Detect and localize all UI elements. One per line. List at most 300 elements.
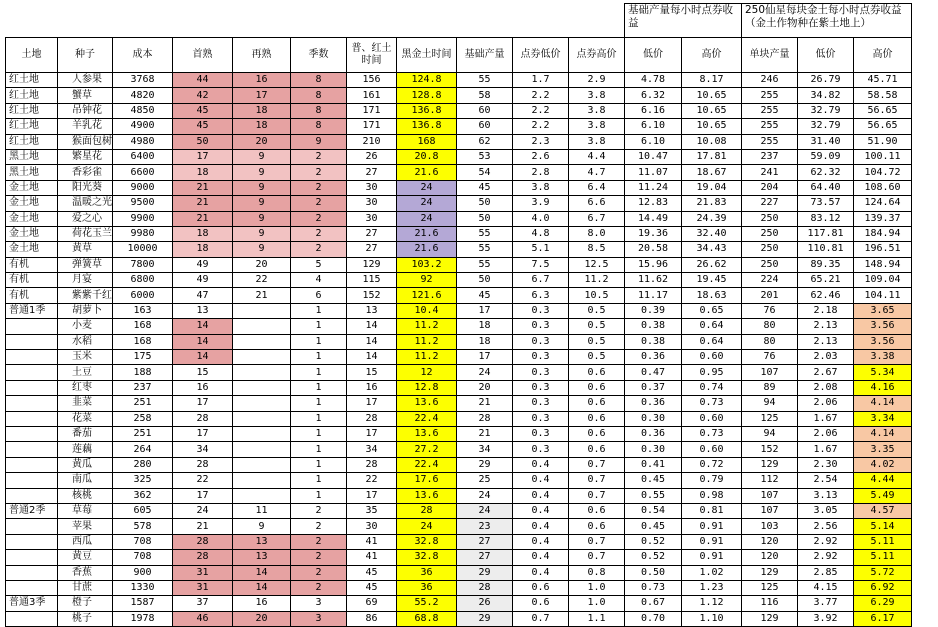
- regrow-cell[interactable]: 14: [233, 565, 291, 580]
- first-harvest-cell[interactable]: 24: [173, 503, 233, 518]
- regrow-cell[interactable]: [233, 380, 291, 395]
- first-harvest-cell[interactable]: 45: [173, 103, 233, 118]
- cost-cell[interactable]: 6000: [113, 288, 173, 303]
- hourly-high-cell[interactable]: 0.91: [682, 550, 742, 565]
- base-yield-cell[interactable]: 21: [457, 396, 513, 411]
- black-gold-time-cell[interactable]: 24: [397, 180, 457, 195]
- hourly-low-cell[interactable]: 19.36: [625, 226, 682, 241]
- gold-low-cell[interactable]: 2.54: [798, 473, 854, 488]
- coupon-low-cell[interactable]: 0.4: [513, 534, 569, 549]
- coupon-high-cell[interactable]: 0.5: [569, 319, 625, 334]
- black-gold-time-cell[interactable]: 32.8: [397, 534, 457, 549]
- land-cell[interactable]: 金土地: [6, 226, 58, 241]
- seasons-cell[interactable]: 8: [291, 119, 347, 134]
- regrow-cell[interactable]: [233, 442, 291, 457]
- header-cost[interactable]: 成本: [113, 38, 173, 73]
- seasons-cell[interactable]: 2: [291, 550, 347, 565]
- base-yield-cell[interactable]: 29: [457, 565, 513, 580]
- gold-high-cell[interactable]: 5.34: [854, 365, 912, 380]
- base-yield-cell[interactable]: 54: [457, 165, 513, 180]
- land-cell[interactable]: [6, 442, 58, 457]
- normal-red-time-cell[interactable]: 34: [347, 442, 397, 457]
- seed-cell[interactable]: 猴面包树: [58, 134, 113, 149]
- land-cell[interactable]: [6, 334, 58, 349]
- header-black-gold-time[interactable]: 黑金土时间: [397, 38, 457, 73]
- base-yield-cell[interactable]: 24: [457, 503, 513, 518]
- base-yield-cell[interactable]: 17: [457, 350, 513, 365]
- base-yield-cell[interactable]: 34: [457, 442, 513, 457]
- black-gold-time-cell[interactable]: 55.2: [397, 596, 457, 611]
- land-cell[interactable]: 红土地: [6, 88, 58, 103]
- header-gold-high[interactable]: 高价: [854, 38, 912, 73]
- seed-cell[interactable]: 水稻: [58, 334, 113, 349]
- normal-red-time-cell[interactable]: 45: [347, 580, 397, 595]
- hourly-high-cell[interactable]: 1.12: [682, 596, 742, 611]
- normal-red-time-cell[interactable]: 129: [347, 257, 397, 272]
- land-cell[interactable]: [6, 457, 58, 472]
- land-cell[interactable]: 金土地: [6, 211, 58, 226]
- hourly-low-cell[interactable]: 4.78: [625, 73, 682, 88]
- normal-red-time-cell[interactable]: 171: [347, 119, 397, 134]
- land-cell[interactable]: 普通3季: [6, 596, 58, 611]
- regrow-cell[interactable]: 9: [233, 149, 291, 164]
- unit-yield-cell[interactable]: 152: [742, 442, 798, 457]
- seasons-cell[interactable]: 1: [291, 488, 347, 503]
- hourly-low-cell[interactable]: 0.39: [625, 303, 682, 318]
- land-cell[interactable]: [6, 611, 58, 626]
- normal-red-time-cell[interactable]: 28: [347, 411, 397, 426]
- cost-cell[interactable]: 9000: [113, 180, 173, 195]
- unit-yield-cell[interactable]: 129: [742, 611, 798, 626]
- base-yield-cell[interactable]: 27: [457, 550, 513, 565]
- unit-yield-cell[interactable]: 129: [742, 565, 798, 580]
- cost-cell[interactable]: 168: [113, 319, 173, 334]
- seed-cell[interactable]: 阳光葵: [58, 180, 113, 195]
- gold-low-cell[interactable]: 2.92: [798, 550, 854, 565]
- header-hourly-low[interactable]: 低价: [625, 38, 682, 73]
- black-gold-time-cell[interactable]: 68.8: [397, 611, 457, 626]
- first-harvest-cell[interactable]: 21: [173, 196, 233, 211]
- hourly-high-cell[interactable]: 21.83: [682, 196, 742, 211]
- black-gold-time-cell[interactable]: 168: [397, 134, 457, 149]
- coupon-low-cell[interactable]: 0.3: [513, 396, 569, 411]
- base-yield-cell[interactable]: 26: [457, 596, 513, 611]
- regrow-cell[interactable]: 13: [233, 534, 291, 549]
- seed-cell[interactable]: 繁星花: [58, 149, 113, 164]
- cost-cell[interactable]: 175: [113, 350, 173, 365]
- hourly-high-cell[interactable]: 0.74: [682, 380, 742, 395]
- seasons-cell[interactable]: 2: [291, 165, 347, 180]
- first-harvest-cell[interactable]: 37: [173, 596, 233, 611]
- gold-low-cell[interactable]: 3.13: [798, 488, 854, 503]
- seed-cell[interactable]: 蟹草: [58, 88, 113, 103]
- first-harvest-cell[interactable]: 17: [173, 149, 233, 164]
- coupon-high-cell[interactable]: 0.7: [569, 534, 625, 549]
- seasons-cell[interactable]: 2: [291, 580, 347, 595]
- black-gold-time-cell[interactable]: 22.4: [397, 411, 457, 426]
- gold-high-cell[interactable]: 5.72: [854, 565, 912, 580]
- unit-yield-cell[interactable]: 255: [742, 119, 798, 134]
- gold-high-cell[interactable]: 4.14: [854, 426, 912, 441]
- seed-cell[interactable]: 爱之心: [58, 211, 113, 226]
- unit-yield-cell[interactable]: 204: [742, 180, 798, 195]
- normal-red-time-cell[interactable]: 171: [347, 103, 397, 118]
- coupon-high-cell[interactable]: 1.0: [569, 596, 625, 611]
- normal-red-time-cell[interactable]: 28: [347, 457, 397, 472]
- gold-low-cell[interactable]: 2.08: [798, 380, 854, 395]
- coupon-low-cell[interactable]: 2.3: [513, 134, 569, 149]
- gold-high-cell[interactable]: 5.49: [854, 488, 912, 503]
- first-harvest-cell[interactable]: 31: [173, 565, 233, 580]
- land-cell[interactable]: 黑土地: [6, 149, 58, 164]
- coupon-high-cell[interactable]: 0.5: [569, 350, 625, 365]
- header-seed[interactable]: 种子: [58, 38, 113, 73]
- normal-red-time-cell[interactable]: 30: [347, 180, 397, 195]
- coupon-high-cell[interactable]: 12.5: [569, 257, 625, 272]
- seed-cell[interactable]: 胡萝卜: [58, 303, 113, 318]
- hourly-high-cell[interactable]: 0.60: [682, 350, 742, 365]
- coupon-low-cell[interactable]: 2.6: [513, 149, 569, 164]
- seed-cell[interactable]: 黄豆: [58, 550, 113, 565]
- unit-yield-cell[interactable]: 120: [742, 534, 798, 549]
- normal-red-time-cell[interactable]: 41: [347, 534, 397, 549]
- gold-low-cell[interactable]: 2.92: [798, 534, 854, 549]
- first-harvest-cell[interactable]: 28: [173, 550, 233, 565]
- cost-cell[interactable]: 4850: [113, 103, 173, 118]
- gold-high-cell[interactable]: 3.56: [854, 334, 912, 349]
- gold-low-cell[interactable]: 110.81: [798, 242, 854, 257]
- first-harvest-cell[interactable]: 22: [173, 473, 233, 488]
- black-gold-time-cell[interactable]: 136.8: [397, 119, 457, 134]
- hourly-low-cell[interactable]: 0.38: [625, 319, 682, 334]
- coupon-low-cell[interactable]: 0.6: [513, 596, 569, 611]
- land-cell[interactable]: [6, 350, 58, 365]
- regrow-cell[interactable]: [233, 365, 291, 380]
- gold-high-cell[interactable]: 56.65: [854, 119, 912, 134]
- hourly-high-cell[interactable]: 0.98: [682, 488, 742, 503]
- coupon-high-cell[interactable]: 0.6: [569, 426, 625, 441]
- regrow-cell[interactable]: 9: [233, 211, 291, 226]
- cost-cell[interactable]: 708: [113, 534, 173, 549]
- hourly-high-cell[interactable]: 26.62: [682, 257, 742, 272]
- seasons-cell[interactable]: 1: [291, 303, 347, 318]
- first-harvest-cell[interactable]: 31: [173, 580, 233, 595]
- coupon-high-cell[interactable]: 0.6: [569, 442, 625, 457]
- coupon-low-cell[interactable]: 2.8: [513, 165, 569, 180]
- seasons-cell[interactable]: 1: [291, 396, 347, 411]
- cost-cell[interactable]: 1978: [113, 611, 173, 626]
- hourly-low-cell[interactable]: 12.83: [625, 196, 682, 211]
- seasons-cell[interactable]: 2: [291, 196, 347, 211]
- hourly-high-cell[interactable]: 0.60: [682, 411, 742, 426]
- normal-red-time-cell[interactable]: 22: [347, 473, 397, 488]
- land-cell[interactable]: 红土地: [6, 134, 58, 149]
- cost-cell[interactable]: 264: [113, 442, 173, 457]
- land-cell[interactable]: 普通2季: [6, 503, 58, 518]
- hourly-low-cell[interactable]: 0.36: [625, 396, 682, 411]
- regrow-cell[interactable]: 9: [233, 519, 291, 534]
- gold-low-cell[interactable]: 34.82: [798, 88, 854, 103]
- header-base-yield[interactable]: 基础产量: [457, 38, 513, 73]
- hourly-high-cell[interactable]: 32.40: [682, 226, 742, 241]
- seed-cell[interactable]: 香蕉: [58, 565, 113, 580]
- seed-cell[interactable]: 土豆: [58, 365, 113, 380]
- gold-low-cell[interactable]: 62.46: [798, 288, 854, 303]
- gold-low-cell[interactable]: 73.57: [798, 196, 854, 211]
- hourly-high-cell[interactable]: 0.60: [682, 442, 742, 457]
- unit-yield-cell[interactable]: 227: [742, 196, 798, 211]
- first-harvest-cell[interactable]: 14: [173, 350, 233, 365]
- hourly-low-cell[interactable]: 0.52: [625, 534, 682, 549]
- seasons-cell[interactable]: 2: [291, 565, 347, 580]
- regrow-cell[interactable]: 9: [233, 226, 291, 241]
- seed-cell[interactable]: 温暖之光: [58, 196, 113, 211]
- cost-cell[interactable]: 708: [113, 550, 173, 565]
- hourly-low-cell[interactable]: 20.58: [625, 242, 682, 257]
- coupon-high-cell[interactable]: 6.4: [569, 180, 625, 195]
- unit-yield-cell[interactable]: 80: [742, 319, 798, 334]
- gold-high-cell[interactable]: 139.37: [854, 211, 912, 226]
- seed-cell[interactable]: 韭菜: [58, 396, 113, 411]
- regrow-cell[interactable]: [233, 396, 291, 411]
- unit-yield-cell[interactable]: 255: [742, 134, 798, 149]
- seasons-cell[interactable]: 3: [291, 611, 347, 626]
- black-gold-time-cell[interactable]: 11.2: [397, 350, 457, 365]
- coupon-low-cell[interactable]: 4.0: [513, 211, 569, 226]
- seed-cell[interactable]: 黄瓜: [58, 457, 113, 472]
- gold-low-cell[interactable]: 1.67: [798, 411, 854, 426]
- seasons-cell[interactable]: 1: [291, 365, 347, 380]
- black-gold-time-cell[interactable]: 92: [397, 273, 457, 288]
- seasons-cell[interactable]: 3: [291, 596, 347, 611]
- unit-yield-cell[interactable]: 89: [742, 380, 798, 395]
- cost-cell[interactable]: 9980: [113, 226, 173, 241]
- hourly-high-cell[interactable]: 0.73: [682, 426, 742, 441]
- gold-high-cell[interactable]: 5.14: [854, 519, 912, 534]
- black-gold-time-cell[interactable]: 103.2: [397, 257, 457, 272]
- unit-yield-cell[interactable]: 125: [742, 580, 798, 595]
- hourly-high-cell[interactable]: 0.72: [682, 457, 742, 472]
- header-land[interactable]: 土地: [6, 38, 58, 73]
- cost-cell[interactable]: 237: [113, 380, 173, 395]
- normal-red-time-cell[interactable]: 69: [347, 596, 397, 611]
- hourly-low-cell[interactable]: 6.16: [625, 103, 682, 118]
- coupon-high-cell[interactable]: 0.7: [569, 457, 625, 472]
- coupon-high-cell[interactable]: 1.1: [569, 611, 625, 626]
- coupon-low-cell[interactable]: 6.3: [513, 288, 569, 303]
- coupon-low-cell[interactable]: 3.8: [513, 180, 569, 195]
- hourly-high-cell[interactable]: 0.79: [682, 473, 742, 488]
- hourly-low-cell[interactable]: 0.67: [625, 596, 682, 611]
- cost-cell[interactable]: 325: [113, 473, 173, 488]
- seasons-cell[interactable]: 1: [291, 411, 347, 426]
- hourly-low-cell[interactable]: 0.37: [625, 380, 682, 395]
- coupon-low-cell[interactable]: 0.4: [513, 565, 569, 580]
- gold-high-cell[interactable]: 3.35: [854, 442, 912, 457]
- regrow-cell[interactable]: [233, 319, 291, 334]
- normal-red-time-cell[interactable]: 115: [347, 273, 397, 288]
- base-yield-cell[interactable]: 55: [457, 226, 513, 241]
- normal-red-time-cell[interactable]: 210: [347, 134, 397, 149]
- coupon-high-cell[interactable]: 8.0: [569, 226, 625, 241]
- coupon-low-cell[interactable]: 7.5: [513, 257, 569, 272]
- land-cell[interactable]: [6, 519, 58, 534]
- seasons-cell[interactable]: 1: [291, 473, 347, 488]
- coupon-high-cell[interactable]: 0.6: [569, 411, 625, 426]
- cost-cell[interactable]: 280: [113, 457, 173, 472]
- cost-cell[interactable]: 3768: [113, 73, 173, 88]
- coupon-high-cell[interactable]: 2.9: [569, 73, 625, 88]
- coupon-low-cell[interactable]: 2.2: [513, 103, 569, 118]
- base-yield-cell[interactable]: 28: [457, 411, 513, 426]
- seed-cell[interactable]: 羊乳花: [58, 119, 113, 134]
- gold-low-cell[interactable]: 62.32: [798, 165, 854, 180]
- seed-cell[interactable]: 桃子: [58, 611, 113, 626]
- coupon-low-cell[interactable]: 0.3: [513, 365, 569, 380]
- coupon-high-cell[interactable]: 0.7: [569, 488, 625, 503]
- gold-high-cell[interactable]: 109.04: [854, 273, 912, 288]
- regrow-cell[interactable]: 20: [233, 611, 291, 626]
- base-yield-cell[interactable]: 25: [457, 473, 513, 488]
- cost-cell[interactable]: 4820: [113, 88, 173, 103]
- gold-low-cell[interactable]: 2.13: [798, 319, 854, 334]
- hourly-low-cell[interactable]: 15.96: [625, 257, 682, 272]
- base-yield-cell[interactable]: 17: [457, 303, 513, 318]
- hourly-low-cell[interactable]: 10.47: [625, 149, 682, 164]
- gold-high-cell[interactable]: 124.64: [854, 196, 912, 211]
- hourly-high-cell[interactable]: 0.95: [682, 365, 742, 380]
- seed-cell[interactable]: 月宴: [58, 273, 113, 288]
- first-harvest-cell[interactable]: 17: [173, 396, 233, 411]
- seasons-cell[interactable]: 2: [291, 519, 347, 534]
- cost-cell[interactable]: 1330: [113, 580, 173, 595]
- first-harvest-cell[interactable]: 18: [173, 165, 233, 180]
- gold-high-cell[interactable]: 184.94: [854, 226, 912, 241]
- seasons-cell[interactable]: 9: [291, 134, 347, 149]
- gold-low-cell[interactable]: 83.12: [798, 211, 854, 226]
- cost-cell[interactable]: 1587: [113, 596, 173, 611]
- header-regrow[interactable]: 再熟: [233, 38, 291, 73]
- land-cell[interactable]: 红土地: [6, 119, 58, 134]
- seed-cell[interactable]: 黄草: [58, 242, 113, 257]
- cost-cell[interactable]: 9900: [113, 211, 173, 226]
- unit-yield-cell[interactable]: 250: [742, 257, 798, 272]
- coupon-high-cell[interactable]: 0.5: [569, 303, 625, 318]
- coupon-low-cell[interactable]: 3.9: [513, 196, 569, 211]
- land-cell[interactable]: 黑土地: [6, 165, 58, 180]
- base-yield-cell[interactable]: 55: [457, 242, 513, 257]
- coupon-low-cell[interactable]: 0.4: [513, 519, 569, 534]
- gold-high-cell[interactable]: 6.17: [854, 611, 912, 626]
- first-harvest-cell[interactable]: 28: [173, 457, 233, 472]
- gold-high-cell[interactable]: 196.51: [854, 242, 912, 257]
- first-harvest-cell[interactable]: 47: [173, 288, 233, 303]
- first-harvest-cell[interactable]: 46: [173, 611, 233, 626]
- seasons-cell[interactable]: 1: [291, 442, 347, 457]
- coupon-high-cell[interactable]: 0.6: [569, 503, 625, 518]
- regrow-cell[interactable]: [233, 334, 291, 349]
- unit-yield-cell[interactable]: 125: [742, 411, 798, 426]
- seed-cell[interactable]: 吊钟花: [58, 103, 113, 118]
- gold-high-cell[interactable]: 100.11: [854, 149, 912, 164]
- gold-high-cell[interactable]: 56.65: [854, 103, 912, 118]
- cost-cell[interactable]: 900: [113, 565, 173, 580]
- gold-high-cell[interactable]: 3.56: [854, 319, 912, 334]
- black-gold-time-cell[interactable]: 17.6: [397, 473, 457, 488]
- hourly-low-cell[interactable]: 0.55: [625, 488, 682, 503]
- gold-high-cell[interactable]: 45.71: [854, 73, 912, 88]
- regrow-cell[interactable]: 20: [233, 134, 291, 149]
- hourly-low-cell[interactable]: 11.07: [625, 165, 682, 180]
- black-gold-time-cell[interactable]: 32.8: [397, 550, 457, 565]
- cost-cell[interactable]: 362: [113, 488, 173, 503]
- coupon-high-cell[interactable]: 0.6: [569, 365, 625, 380]
- normal-red-time-cell[interactable]: 161: [347, 88, 397, 103]
- normal-red-time-cell[interactable]: 30: [347, 211, 397, 226]
- cost-cell[interactable]: 9500: [113, 196, 173, 211]
- coupon-high-cell[interactable]: 10.5: [569, 288, 625, 303]
- hourly-low-cell[interactable]: 6.32: [625, 88, 682, 103]
- coupon-low-cell[interactable]: 0.4: [513, 503, 569, 518]
- seed-cell[interactable]: 荷花玉兰: [58, 226, 113, 241]
- unit-yield-cell[interactable]: 94: [742, 426, 798, 441]
- seed-cell[interactable]: 香彩雀: [58, 165, 113, 180]
- coupon-high-cell[interactable]: 1.0: [569, 580, 625, 595]
- cost-cell[interactable]: 163: [113, 303, 173, 318]
- base-yield-cell[interactable]: 53: [457, 149, 513, 164]
- base-yield-cell[interactable]: 55: [457, 257, 513, 272]
- land-cell[interactable]: [6, 488, 58, 503]
- regrow-cell[interactable]: 13: [233, 550, 291, 565]
- hourly-high-cell[interactable]: 1.10: [682, 611, 742, 626]
- base-yield-cell[interactable]: 27: [457, 534, 513, 549]
- regrow-cell[interactable]: 9: [233, 196, 291, 211]
- base-yield-cell[interactable]: 24: [457, 365, 513, 380]
- cost-cell[interactable]: 4900: [113, 119, 173, 134]
- coupon-low-cell[interactable]: 0.3: [513, 411, 569, 426]
- seasons-cell[interactable]: 1: [291, 350, 347, 365]
- coupon-low-cell[interactable]: 0.3: [513, 442, 569, 457]
- unit-yield-cell[interactable]: 107: [742, 488, 798, 503]
- land-cell[interactable]: [6, 580, 58, 595]
- base-yield-cell[interactable]: 45: [457, 180, 513, 195]
- black-gold-time-cell[interactable]: 24: [397, 211, 457, 226]
- cost-cell[interactable]: 6400: [113, 149, 173, 164]
- normal-red-time-cell[interactable]: 26: [347, 149, 397, 164]
- land-cell[interactable]: 红土地: [6, 73, 58, 88]
- black-gold-time-cell[interactable]: 12.8: [397, 380, 457, 395]
- hourly-high-cell[interactable]: 1.23: [682, 580, 742, 595]
- header-coupon-low[interactable]: 点券低价: [513, 38, 569, 73]
- regrow-cell[interactable]: [233, 411, 291, 426]
- first-harvest-cell[interactable]: 13: [173, 303, 233, 318]
- hourly-low-cell[interactable]: 0.47: [625, 365, 682, 380]
- first-harvest-cell[interactable]: 28: [173, 534, 233, 549]
- coupon-low-cell[interactable]: 0.4: [513, 473, 569, 488]
- gold-low-cell[interactable]: 2.18: [798, 303, 854, 318]
- coupon-high-cell[interactable]: 3.8: [569, 119, 625, 134]
- gold-low-cell[interactable]: 2.13: [798, 334, 854, 349]
- seed-cell[interactable]: 苹果: [58, 519, 113, 534]
- black-gold-time-cell[interactable]: 21.6: [397, 165, 457, 180]
- base-yield-cell[interactable]: 60: [457, 119, 513, 134]
- unit-yield-cell[interactable]: 76: [742, 303, 798, 318]
- hourly-low-cell[interactable]: 11.17: [625, 288, 682, 303]
- seasons-cell[interactable]: 1: [291, 334, 347, 349]
- regrow-cell[interactable]: [233, 457, 291, 472]
- coupon-low-cell[interactable]: 0.3: [513, 380, 569, 395]
- cost-cell[interactable]: 258: [113, 411, 173, 426]
